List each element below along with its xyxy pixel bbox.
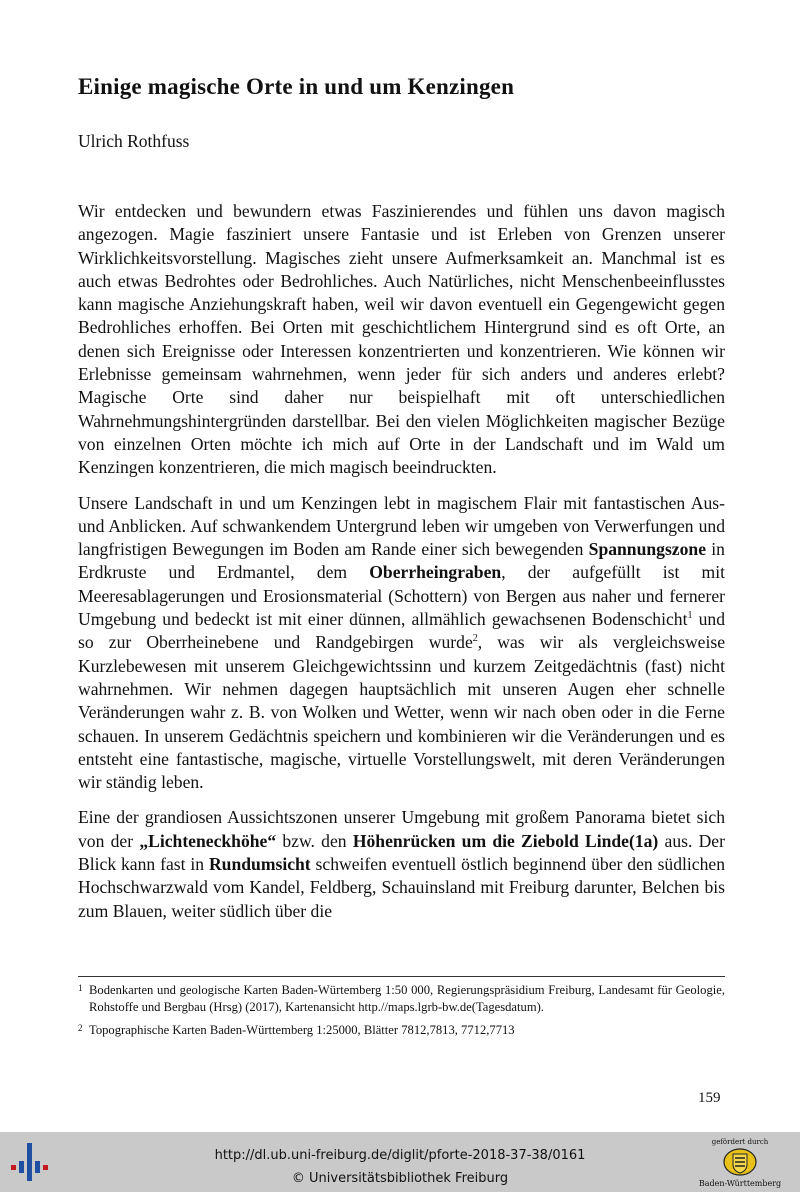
sponsor-label: gefördert durch [711,1138,769,1146]
body-paragraph [78,806,725,922]
text-run: aus. Der Blick kann fast in [78,830,725,875]
document-url-link[interactable]: http://dl.ub.uni-freiburg.de/diglit/pforte-2018-37-38/0161 [214,1148,586,1163]
footnote [78,982,725,1015]
copyright-notice: © Universitätsbibliothek Freiburg [291,1171,509,1186]
text-run: bzw. den [276,830,353,851]
bold-term: „Lichteneckhöhe“ [139,830,277,851]
footnote [78,1022,725,1039]
text-run: schweifen eventuell östlich beginnend über den südlichen Hochschwarzwald vom Kandel, Feldberg, Schauinsland mit Freiburg darunter, Belchen bis zum Blauen, weiter südlich über die [78,854,725,921]
footnote-reference: 1 [687,610,693,622]
footnote-text: Bodenkarten und geologische Karten Baden-Würtemberg 1:50 000, Regierungspräsidium Freiburg, Landesamt für Geologie, Rohstoffe und Bergbau (Hrsg) (2017), Kartenansicht http.//maps.lgrb-bw.de(Tagesdatum). [89,983,725,1014]
text-run: , was wir als vergleichsweise Kurzlebewesen mit unserem Gleichgewichtssinn und kurzem Zeitgedächtnis (fast) nicht wahrnehmen. Wir nehmen dagegen hauptsächlich mit unseren Augen eher schnelle Veränderungen wahr z. B. von Wolken und Wetter, wenn wir nach oben oder in die Ferne schauen. In unserem Gedächtnis speichern und kombinieren wir die Veränderungen und es entsteht eine fantastische, magische, virtuelle Vorstellungswelt, mit deren Veränderungen wir ständig leben. [78,632,726,793]
article-title: Einige magische Orte in und um Kenzingen [78,74,515,99]
bold-term: Höhenrücken um die Ziebold Linde(1a) [352,830,659,851]
article-author: Ulrich Rothfuss [78,131,190,151]
text-run: Eine der grandiosen Aussichtszonen unserer Umgebung mit großem Panorama bietet sich von der [78,807,725,851]
baden-wuerttemberg-crest-icon [722,1147,758,1177]
bold-term: Spannungszone [588,539,707,560]
page-number: 159 [698,1090,721,1106]
bold-term: Rundumsicht [208,854,311,875]
library-footer [0,1132,800,1192]
footnote-mark: 1 [78,983,83,993]
sponsor-name: Baden-Württemberg [698,1179,782,1188]
article-body [78,200,725,935]
text-run: in Erdkruste und Erdmantel, dem [78,539,725,583]
sponsor-badge [690,1137,790,1191]
text-run: , der aufgefüllt ist mit Meeresablagerungen und Erosionsmaterial (Schottern) von Bergen aus naher und fernerer Umgebung und bedeckt ist mit einer dünnen, allmählich gewachsenen Bodenschicht [78,562,725,630]
body-paragraph [78,200,725,480]
footnote-reference: 2 [472,633,478,645]
body-paragraph [78,492,725,795]
text-run: und so zur Oberrheinebene und Randgebirgen wurde [78,609,725,653]
footnote-mark: 2 [78,1023,83,1033]
text-run: Unsere Landschaft in und um Kenzingen lebt in magischem Flair mit fantastischen Aus- und Anblicken. Auf schwankendem Untergrund leben wir umgeben von Verwerfungen und langfristigen Bewegungen im Boden am Rande einer sich bewegenden [78,492,725,560]
text-run: Wir entdecken und bewundern etwas Faszinierendes und fühlen uns davon magisch angezogen. Magie fasziniert unsere Fantasie und ist Erleben von Grenzen unserer Wirklichkeitsvorstellung. Magisches zieht unsere Aufmerksamkeit an. Manchmal ist es auch etwas Bedrohtes oder Bedrohliches. Auch Natürliches, nicht Menschenbeeinflusstes kann magische Anziehungskraft haben, weil wir davon eventuell ein Gegengewicht gegen Bedrohliches erhoffen. Bei Orten mit geschichtlichem Hintergrund sind es oft Orte, an denen sich Ereignisse oder Interessen konzentrierten und konzentrieren. Wie können wir Erlebnisse gemeinsam wahrnehmen, wenn jeder für sich anders und anderes erlebt? Magische Orte sind daher nur beispielhaft mit oft unterschiedlichen Wahrnehmungshintergründen darstellbar. Bei den vielen Möglichkeiten magischer Bezüge von einzelnen Orten möchte ich mich auf Orte in der Landschaft und im Wald um Kenzingen konzentrieren, die mich magisch beeindruckten. [78,201,725,478]
footnote-text: Topographische Karten Baden-Württemberg 1:25000, Blätter 7812,7813, 7712,7713 [89,1023,515,1037]
footnotes [78,976,725,1046]
bold-term: Oberrheingraben [369,562,502,583]
